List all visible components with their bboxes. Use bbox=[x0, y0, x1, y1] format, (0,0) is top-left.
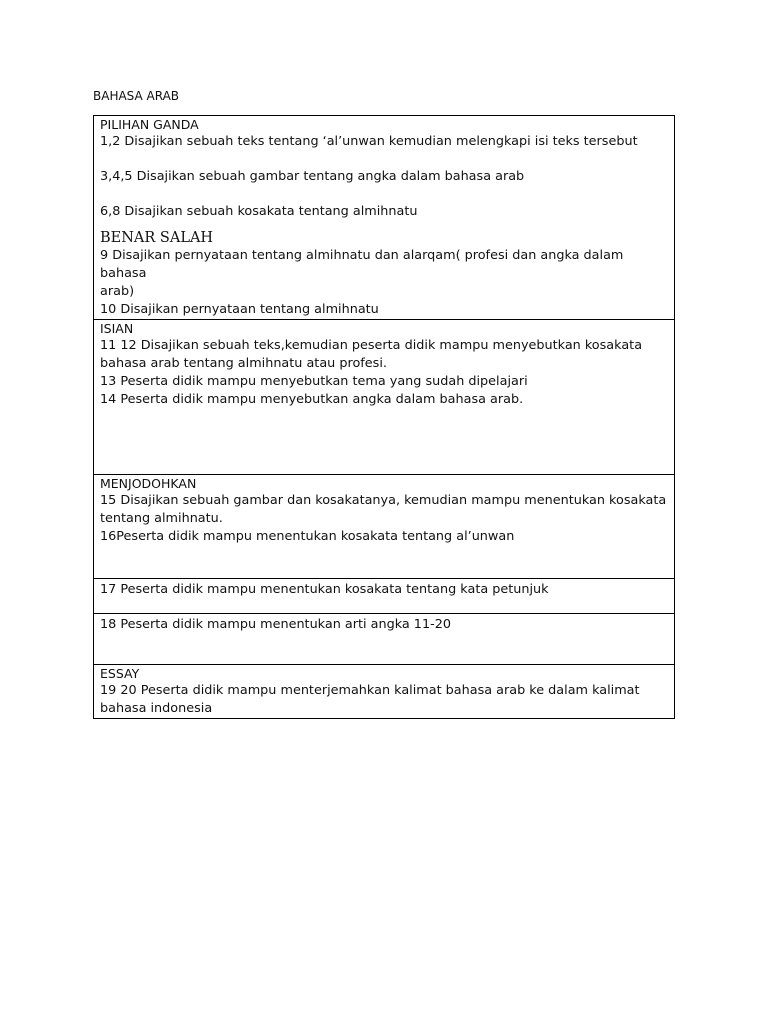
isian-line-2: bahasa arab tentang almihnatu atau profesi. bbox=[100, 356, 387, 371]
isian-line-1: 11 12 Disajikan sebuah teks,kemudian peserta didik mampu menyebutkan kosakata bbox=[100, 338, 643, 353]
table-row bbox=[94, 320, 675, 475]
menjodohkan-cell bbox=[94, 475, 675, 579]
benar-salah-line-1: 9 Disajikan pernyataan tentang almihnatu dan alarqam( profesi dan angka dalam bahasa bbox=[100, 248, 624, 281]
pilihan-ganda-line-2: 3,4,5 Disajikan sebuah gambar tentang angka dalam bahasa arab bbox=[100, 169, 525, 184]
section-heading-isian: ISIAN bbox=[100, 321, 134, 336]
section-heading-benar-salah: BENAR SALAH bbox=[100, 230, 214, 246]
row-17-line: 17 Peserta didik mampu menentukan kosakata tentang kata petunjuk bbox=[100, 582, 549, 597]
section-heading-essay: ESSAY bbox=[100, 666, 140, 681]
pilihan-ganda-line-3: 6,8 Disajikan sebuah kosakata tentang almihnatu bbox=[100, 204, 418, 219]
row-18-line: 18 Peserta didik mampu menentukan arti angka 11-20 bbox=[100, 617, 451, 632]
section-heading-menjodohkan: MENJODOHKAN bbox=[100, 476, 197, 491]
indicator-table bbox=[93, 115, 675, 719]
section-heading-pilihan-ganda: PILIHAN GANDA bbox=[100, 117, 199, 132]
menjodohkan-line-1: 15 Disajikan sebuah gambar dan kosakatanya, kemudian mampu menentukan kosakata bbox=[100, 493, 667, 508]
table-row bbox=[94, 665, 675, 719]
pilihan-ganda-cell bbox=[94, 116, 675, 320]
document-title: BAHASA ARAB bbox=[93, 89, 180, 103]
menjodohkan-line-2: tentang almihnatu. bbox=[100, 511, 223, 526]
table-row bbox=[94, 475, 675, 579]
benar-salah-line-3: 10 Disajikan pernyataan tentang almihnatu bbox=[100, 302, 379, 317]
benar-salah-line-2: arab) bbox=[100, 284, 135, 299]
table-row bbox=[94, 116, 675, 320]
essay-line-1: 19 20 Peserta didik mampu menterjemahkan kalimat bahasa arab ke dalam kalimat bbox=[100, 683, 640, 698]
isian-cell bbox=[94, 320, 675, 475]
table-row bbox=[94, 614, 675, 665]
isian-line-4: 14 Peserta didik mampu menyebutkan angka dalam bahasa arab. bbox=[100, 392, 524, 407]
row-17-cell bbox=[94, 579, 675, 614]
isian-line-3: 13 Peserta didik mampu menyebutkan tema yang sudah dipelajari bbox=[100, 374, 528, 389]
pilihan-ganda-line-1: 1,2 Disajikan sebuah teks tentang ‘al’unwan kemudian melengkapi isi teks tersebut bbox=[100, 134, 638, 149]
essay-cell bbox=[94, 665, 675, 719]
menjodohkan-line-3: 16Peserta didik mampu menentukan kosakata tentang al’unwan bbox=[100, 529, 515, 544]
row-18-cell bbox=[94, 614, 675, 665]
essay-line-2: bahasa indonesia bbox=[100, 701, 213, 716]
table-row bbox=[94, 579, 675, 614]
